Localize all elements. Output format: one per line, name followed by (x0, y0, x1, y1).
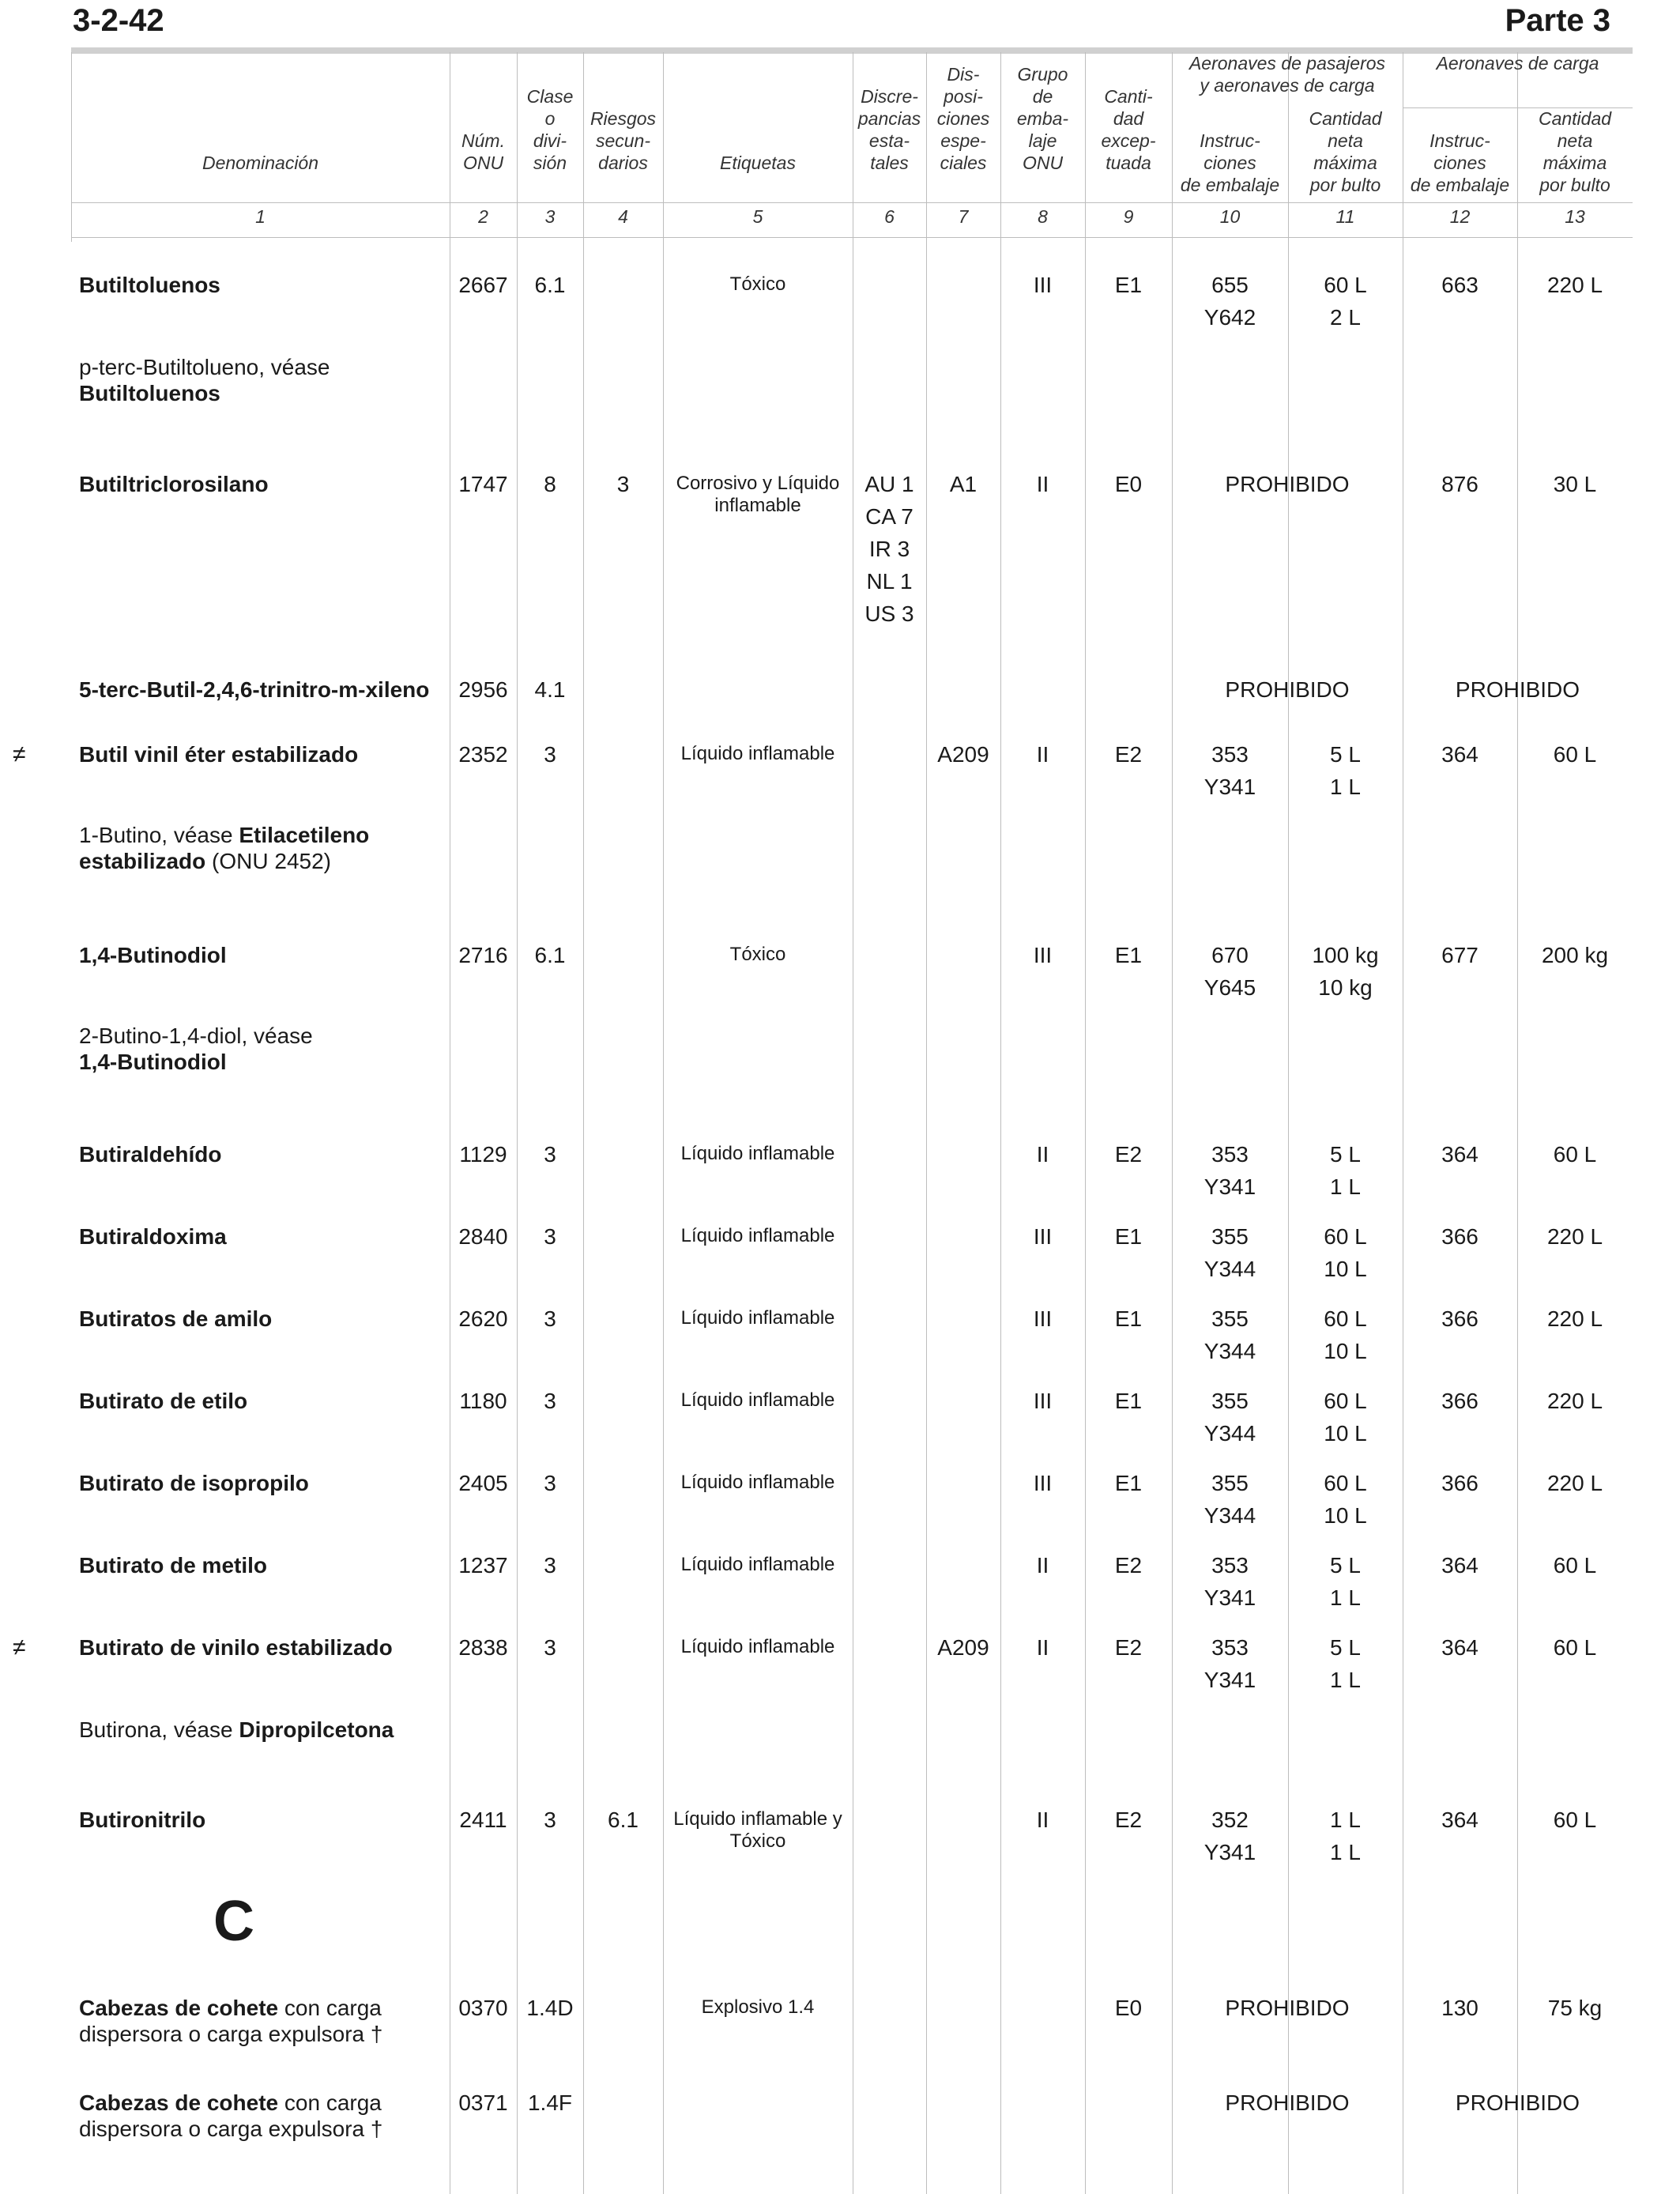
cell-onu: 2840 (458, 1224, 508, 1249)
name-reference: Etilacetileno estabilizado (79, 823, 370, 873)
cell-onu: 2352 (458, 742, 508, 767)
colnum-rule-bottom (71, 237, 1633, 238)
cell-pi: 353 Y341 (1203, 1142, 1256, 1199)
cell-grupo: III (1033, 1224, 1053, 1249)
cell-pq: 60 L 2 L (1324, 273, 1367, 330)
cell-onu: 0370 (458, 1996, 508, 2020)
entry-name (79, 272, 443, 298)
cell-pq: 5 L 1 L (1330, 1142, 1361, 1199)
cell-cq: 30 L (1553, 472, 1597, 496)
name-suffix: (ONU 2452) (212, 849, 331, 873)
change-mark: ≠ (13, 1634, 26, 1661)
entry-name (79, 1023, 443, 1075)
name-bold: Butil vinil éter estabilizado (79, 742, 359, 767)
entry-name (79, 1141, 443, 1167)
cell-pi: 353 Y341 (1203, 1553, 1256, 1610)
cell-cq: 60 L (1553, 1808, 1597, 1832)
cell-grupo: II (1036, 742, 1049, 767)
entry-name (79, 1634, 443, 1661)
entry-name (79, 1388, 443, 1414)
cell-clase: 3 (544, 1142, 556, 1167)
cell-disp: A209 (937, 1635, 989, 1660)
cell-exc: E2 (1114, 1553, 1143, 1578)
cell-etiq: Líquido inflamable (680, 1143, 835, 1164)
entry-name (79, 354, 443, 406)
prohibido-pasajeros: PROHIBIDO (1225, 472, 1350, 496)
cell-pi: 353 Y341 (1203, 1635, 1256, 1692)
header-cantidad-carga: Cantidad neta máxima por bulto (1538, 108, 1612, 195)
cell-etiq: Corrosivo y Líquido inflamable (676, 473, 840, 516)
name-text: p-terc-Butiltolueno, véase (79, 355, 330, 379)
cell-pi: 353 Y341 (1203, 742, 1256, 799)
change-mark: ≠ (13, 741, 26, 767)
name-text: Butirona, véase (79, 1717, 239, 1742)
cell-pq: 60 L 10 L (1324, 1389, 1367, 1446)
colnum: 1 (255, 206, 266, 227)
cell-pq: 5 L 1 L (1330, 1635, 1361, 1692)
col-rule (1000, 52, 1001, 2194)
cell-exc: E1 (1114, 1471, 1143, 1495)
cell-onu: 2716 (458, 943, 508, 967)
cell-grupo: III (1033, 1389, 1053, 1413)
colnum: 10 (1219, 206, 1241, 227)
cell-exc: E1 (1114, 1224, 1143, 1249)
entry-name (79, 1807, 443, 1833)
cell-onu: 2838 (458, 1635, 508, 1660)
header-clase: Clase o divi- sión (526, 86, 574, 173)
colnum: 12 (1449, 206, 1471, 227)
name-reference: Dipropilcetona (239, 1717, 394, 1742)
entry-name (79, 677, 443, 703)
colnum: 8 (1038, 206, 1048, 227)
entry-name (79, 1717, 443, 1743)
cell-exc: E1 (1114, 1389, 1143, 1413)
colnum: 13 (1565, 206, 1585, 227)
header-grupo: Grupo de emba- laje ONU (1016, 64, 1069, 173)
entry-name (79, 1223, 443, 1250)
cell-pi: 352 Y341 (1203, 1808, 1256, 1864)
col-rule (517, 52, 518, 2194)
colnum: 9 (1123, 206, 1134, 227)
entry-name (79, 471, 443, 497)
header-cantidad-pasajeros: Cantidad neta máxima por bulto (1309, 108, 1382, 195)
cell-cq: 220 L (1546, 1471, 1603, 1495)
cell-ci: 366 (1441, 1389, 1478, 1413)
colnum: 5 (752, 206, 763, 227)
cell-etiq: Líquido inflamable (680, 1636, 835, 1657)
entry-name (79, 741, 443, 767)
prohibido-pasajeros: PROHIBIDO (1225, 677, 1350, 702)
colnum: 4 (618, 206, 628, 227)
cell-clase: 4.1 (534, 677, 566, 702)
name-bold: Butirato de etilo (79, 1389, 248, 1413)
col-rule (1288, 52, 1289, 2194)
cell-ci: 366 (1441, 1224, 1478, 1249)
cell-etiq: Líquido inflamable (680, 1389, 835, 1411)
cell-grupo: II (1036, 1142, 1049, 1167)
cell-ci: 366 (1441, 1471, 1478, 1495)
name-bold: Butirato de metilo (79, 1553, 268, 1578)
cell-etiq: Líquido inflamable (680, 1307, 835, 1329)
cell-onu: 1180 (459, 1389, 507, 1413)
cell-exc: E2 (1114, 1808, 1143, 1832)
cell-clase: 3 (544, 1389, 556, 1413)
header-denominacion: Denominación (202, 153, 319, 173)
entry-name (79, 1995, 443, 2047)
colnum: 3 (544, 206, 556, 227)
name-text: 2-Butino-1,4-diol, véase (79, 1023, 313, 1048)
cell-clase: 8 (544, 472, 556, 496)
cell-ci: 364 (1441, 1142, 1478, 1167)
prohibido-pasajeros: PROHIBIDO (1225, 2090, 1350, 2115)
cell-cq: 60 L (1553, 1635, 1597, 1660)
cell-exc: E1 (1114, 273, 1143, 297)
name-bold: Butiratos de amilo (79, 1306, 273, 1331)
cell-exc: E0 (1114, 1996, 1143, 2020)
colnum: 11 (1335, 206, 1355, 227)
cell-grupo: II (1036, 472, 1049, 496)
cell-cq: 220 L (1546, 273, 1603, 297)
cell-pi: 355 Y344 (1203, 1389, 1256, 1446)
cell-etiq: Líquido inflamable (680, 1472, 835, 1493)
cell-onu: 2405 (458, 1471, 508, 1495)
entry-name (79, 822, 443, 874)
cell-clase: 3 (544, 1306, 556, 1331)
cell-disc: AU 1 CA 7 IR 3 NL 1 US 3 (864, 472, 914, 626)
cell-ci: 364 (1441, 1808, 1478, 1832)
header-rule-bottom (71, 202, 1633, 203)
cell-clase: 3 (544, 1553, 556, 1578)
cell-etiq: Tóxico (729, 273, 786, 295)
cell-grupo: II (1036, 1808, 1049, 1832)
entry-name (79, 1470, 443, 1496)
cell-ci: 876 (1441, 472, 1478, 496)
cell-onu: 0371 (458, 2090, 508, 2115)
name-suffix: con carga dispersora o carga expulsora † (79, 1996, 383, 2046)
cell-grupo: III (1033, 1306, 1053, 1331)
cell-etiq: Líquido inflamable (680, 1554, 835, 1575)
cell-ci: 677 (1441, 943, 1478, 967)
cell-ci: 130 (1441, 1996, 1478, 2020)
cell-grupo: III (1033, 273, 1053, 297)
cell-pi: 355 Y344 (1203, 1224, 1256, 1281)
cell-etiq: Líquido inflamable (680, 1225, 835, 1246)
cell-pq: 1 L 1 L (1330, 1808, 1361, 1864)
cell-grupo: II (1036, 1635, 1049, 1660)
col-rule (1517, 52, 1518, 2194)
name-bold: Butiltoluenos (79, 273, 220, 297)
entry-name (79, 942, 443, 968)
cell-exc: E1 (1114, 943, 1143, 967)
name-bold: Butirato de vinilo estabilizado (79, 1635, 393, 1660)
cell-onu: 2956 (458, 677, 508, 702)
col-rule (583, 52, 584, 2194)
name-bold: Cabezas de cohete (79, 2090, 279, 2115)
prohibido-carga: PROHIBIDO (1455, 2090, 1580, 2115)
cell-clase: 1.4F (527, 2090, 573, 2115)
cell-cq: 60 L (1553, 1142, 1597, 1167)
prohibido-pasajeros: PROHIBIDO (1225, 1996, 1350, 2020)
cell-clase: 6.1 (534, 943, 566, 967)
header-cantidad-exceptuada: Canti- dad excep- tuada (1101, 86, 1156, 173)
name-bold: Butiraldoxima (79, 1224, 227, 1249)
cell-etiq: Tóxico (729, 944, 786, 965)
cell-pq: 5 L 1 L (1330, 1553, 1361, 1610)
cell-onu: 1237 (458, 1553, 508, 1578)
header-instrucciones-pasajeros: Instruc- ciones de embalaje (1180, 130, 1280, 195)
header-etiquetas: Etiquetas (720, 153, 796, 173)
header-disposiciones: Dis- posi- ciones espe- ciales (936, 64, 990, 173)
cell-ci: 364 (1441, 742, 1478, 767)
entry-name (79, 1552, 443, 1578)
cell-cq: 200 kg (1541, 943, 1609, 967)
cell-grupo: III (1033, 1471, 1053, 1495)
part-title: Parte 3 (1505, 3, 1610, 38)
page-header (0, 0, 1680, 47)
cell-grupo: III (1033, 943, 1053, 967)
cell-exc: E0 (1114, 472, 1143, 496)
name-bold: 1,4-Butinodiol (79, 943, 227, 967)
entry-name (79, 1306, 443, 1332)
cell-onu: 2667 (458, 273, 508, 297)
cell-ci: 364 (1441, 1553, 1478, 1578)
col-rule (926, 52, 927, 2194)
cell-pq: 5 L 1 L (1330, 742, 1361, 799)
cell-etiq: Líquido inflamable (680, 743, 835, 764)
cell-etiq: Líquido inflamable y Tóxico (673, 1808, 842, 1852)
cell-clase: 3 (544, 1635, 556, 1660)
cell-ci: 364 (1441, 1635, 1478, 1660)
cell-cq: 60 L (1553, 742, 1597, 767)
header-instrucciones-carga: Instruc- ciones de embalaje (1410, 130, 1510, 195)
header-riesgos: Riesgos secun- darios (590, 108, 657, 173)
cell-pi: 355 Y344 (1203, 1471, 1256, 1528)
cell-onu: 2411 (459, 1808, 507, 1832)
cell-grupo: II (1036, 1553, 1049, 1578)
cell-riesgos: 3 (616, 472, 630, 496)
cell-pq: 60 L 10 L (1324, 1306, 1367, 1363)
cell-cq: 60 L (1553, 1553, 1597, 1578)
cell-clase: 3 (544, 1808, 556, 1832)
col-rule (663, 52, 664, 2194)
cell-exc: E1 (1114, 1306, 1143, 1331)
cell-clase: 3 (544, 1471, 556, 1495)
cell-exc: E2 (1114, 1635, 1143, 1660)
cell-clase: 1.4D (526, 1996, 574, 2020)
cell-pi: 355 Y344 (1203, 1306, 1256, 1363)
colnum: 2 (478, 206, 488, 227)
name-suffix: con carga dispersora o carga expulsora † (79, 2090, 383, 2141)
cell-cq: 75 kg (1547, 1996, 1603, 2020)
header-num-onu: Núm. ONU (461, 130, 505, 173)
cell-onu: 1747 (458, 472, 508, 496)
cell-clase: 3 (544, 742, 556, 767)
cell-onu: 1129 (459, 1142, 507, 1167)
col-rule (1172, 52, 1173, 2194)
col-rule (1085, 52, 1086, 2194)
cell-clase: 6.1 (534, 273, 566, 297)
name-bold: 5-terc-Butil-2,4,6-trinitro-m-xileno (79, 677, 430, 702)
cell-ci: 366 (1441, 1306, 1478, 1331)
cell-disp: A1 (949, 472, 977, 496)
name-bold: Butironitrilo (79, 1808, 206, 1832)
name-bold: Cabezas de cohete (79, 1996, 279, 2020)
header-pasajeros: Aeronaves de pasajeros y aeronaves de carga (1188, 53, 1386, 96)
name-bold: Butiraldehído (79, 1142, 222, 1167)
header-discrepancias: Discre- pancias esta- tales (857, 86, 921, 173)
cell-exc: E2 (1114, 1142, 1143, 1167)
cell-etiq: Explosivo 1.4 (701, 1996, 815, 2018)
cell-ci: 663 (1441, 273, 1478, 297)
prohibido-carga: PROHIBIDO (1455, 677, 1580, 702)
name-text: 1-Butino, véase (79, 823, 239, 847)
cell-pq: 60 L 10 L (1324, 1224, 1367, 1281)
cell-cq: 220 L (1546, 1224, 1603, 1249)
cell-pi: 670 Y645 (1203, 943, 1256, 1000)
header-carga: Aeronaves de carga (1436, 53, 1599, 74)
cell-cq: 220 L (1546, 1389, 1603, 1413)
name-reference: Butiltoluenos (79, 381, 220, 405)
cell-exc: E2 (1114, 742, 1143, 767)
name-reference: 1,4-Butinodiol (79, 1050, 227, 1074)
section-letter: C (213, 1890, 254, 1953)
cell-pi: 655 Y642 (1203, 273, 1256, 330)
cell-disp: A209 (937, 742, 989, 767)
page-number: 3-2-42 (73, 3, 164, 38)
colnum: 6 (884, 206, 895, 227)
cell-cq: 220 L (1546, 1306, 1603, 1331)
name-bold: Butiltriclorosilano (79, 472, 269, 496)
cell-riesgos: 6.1 (608, 1808, 638, 1832)
colnum: 7 (958, 206, 969, 227)
entry-name (79, 2090, 443, 2142)
cell-clase: 3 (544, 1224, 556, 1249)
cell-onu: 2620 (458, 1306, 508, 1331)
name-bold: Butirato de isopropilo (79, 1471, 309, 1495)
cell-pq: 60 L 10 L (1324, 1471, 1367, 1528)
cell-pq: 100 kg 10 kg (1312, 943, 1379, 1000)
